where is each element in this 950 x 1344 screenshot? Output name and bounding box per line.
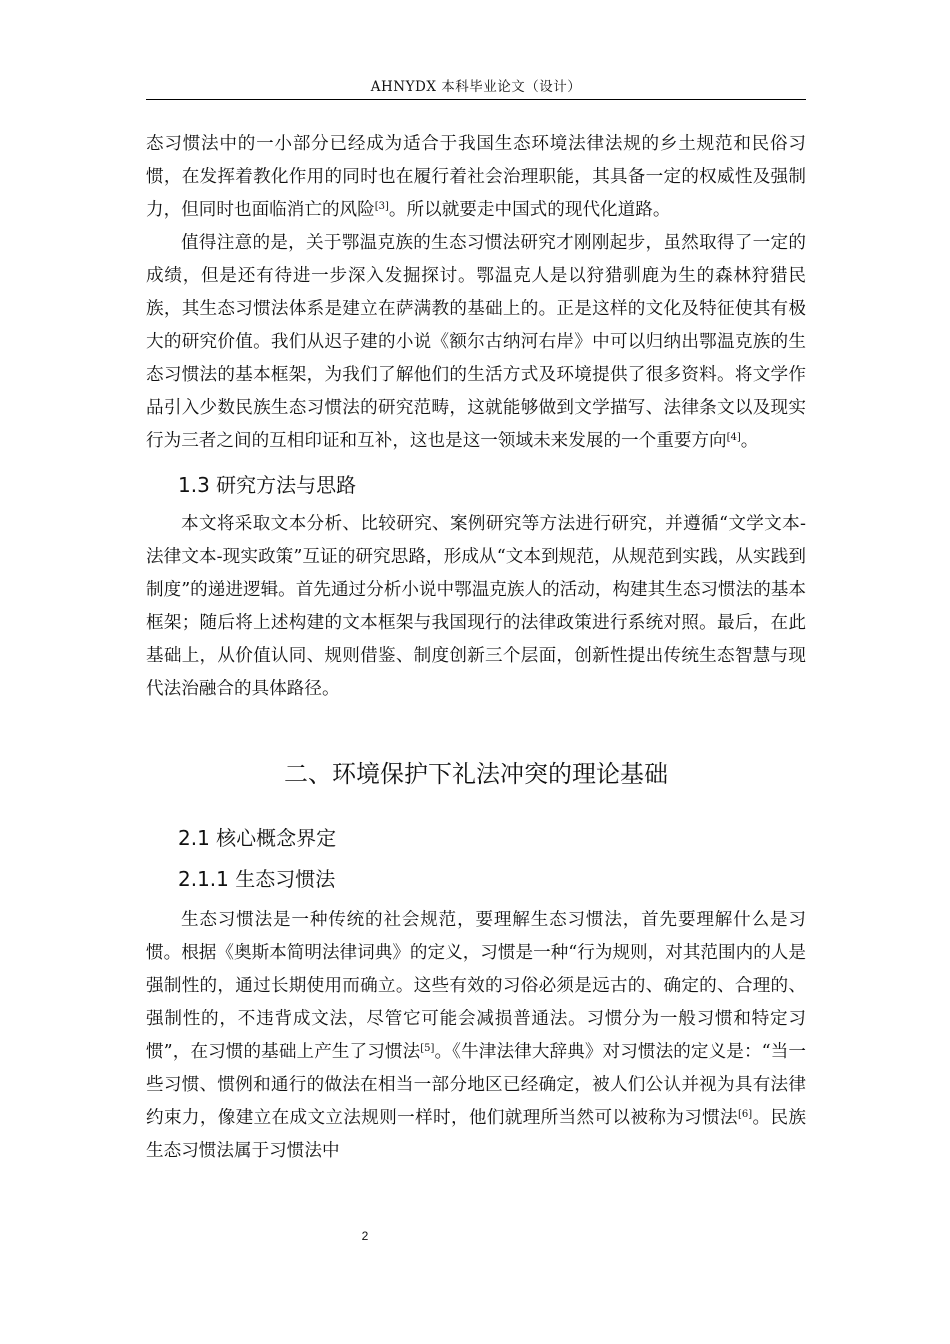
- paragraph-1: [146, 128, 806, 227]
- paragraph-1-text-b: 。所以就要走中国式的现代化道路。: [388, 200, 671, 220]
- citation-3: [3]: [374, 201, 389, 212]
- citation-6: [6]: [737, 1109, 753, 1120]
- paragraph-3: 本文将采取文本分析、比较研究、案例研究等方法进行研究，并遵循“文学文本-法律文本-现实政策”互证的研究思路，形成从“文本到规范，从规范到实践，从实践到制度”的递进逻辑。首先通过分析小说中鄂温克族人的活动，构建其生态习惯法的基本框架；随后将上述构建的文本框架与我国现行的法律政策进行系统对照。最后，在此基础上，从价值认同、规则借鉴、制度创新三个层面，创新性提出传统生态智慧与现代法治融合的具体路径。: [146, 514, 806, 699]
- running-header: AHNYDX 本科毕业论文（设计）: [370, 79, 582, 95]
- header-rule: [146, 99, 806, 100]
- paragraph-1-text-a: 态习惯法中的一小部分已经成为适合于我国生态环境法律法规的乡土规范和民俗习惯，在发挥着教化作用的同时也在履行着社会治理职能，其具备一定的权威性及强制力，但同时也面临消亡的风险: [146, 134, 806, 220]
- section-heading-1-3: 1.3 研究方法与思路: [178, 473, 357, 497]
- citation-5: [5]: [420, 1043, 435, 1054]
- paragraph-4-text-a: 生态习惯法是一种传统的社会规范，要理解生态习惯法，首先要理解什么是习惯。根据《奥斯本简明法律词典》的定义，习惯是一种“行为规则，对其范围内的人是强制性的，通过长期使用而确立。这些有效的习俗必须是远古的、确定的、合理的、强制性的，不违背成文法，尽管它可能会减损普通法。习惯分为一般习惯和特定习惯”，在习惯的基础上产生了习惯法: [146, 910, 806, 1062]
- citation-4: [4]: [726, 432, 741, 443]
- paragraph-4: [146, 904, 806, 1168]
- chapter-heading-2: 二、环境保护下礼法冲突的理论基础: [284, 760, 668, 788]
- page-body: [146, 128, 806, 1168]
- paragraph-2-text-a: 值得注意的是，关于鄂温克族的生态习惯法研究才刚刚起步，虽然取得了一定的成绩，但是还有待进一步深入发掘探讨。鄂温克人是以狩猎驯鹿为生的森林狩猎民族，其生态习惯法体系是建立在萨满教的基础上的。正是这样的文化及特征使其有极大的研究价值。我们从迟子建的小说《额尔古纳河右岸》中可以归纳出鄂温克族的生态习惯法的基本框架，为我们了解他们的生活方式及环境提供了很多资料。将文学作品引入少数民族生态习惯法的研究范畴，这就能够做到文学描写、法律条文以及现实行为三者之间的互相印证和互补，这也是这一领域未来发展的一个重要方向: [146, 233, 806, 451]
- paragraph-4-text-b: 。《牛津法律大辞典》对习惯法的定义是：“当一些习惯、惯例和通行的做法在相当一部分地区已经确定，被人们公认并视为具有法律约束力，像建立在成文立法规则一样时，他们就理所当然可以被称为习惯法: [146, 1042, 807, 1128]
- paragraph-2-text-b: 。: [740, 431, 759, 451]
- page-number: 2: [361, 1229, 369, 1243]
- paragraph-4-text-c: 。民族生态习惯法属于习惯法中: [146, 1108, 806, 1161]
- section-heading-2-1: 2.1 核心概念界定: [178, 826, 337, 850]
- subsection-heading-2-1-1: 2.1.1 生态习惯法: [178, 867, 336, 891]
- paragraph-2: [146, 227, 806, 458]
